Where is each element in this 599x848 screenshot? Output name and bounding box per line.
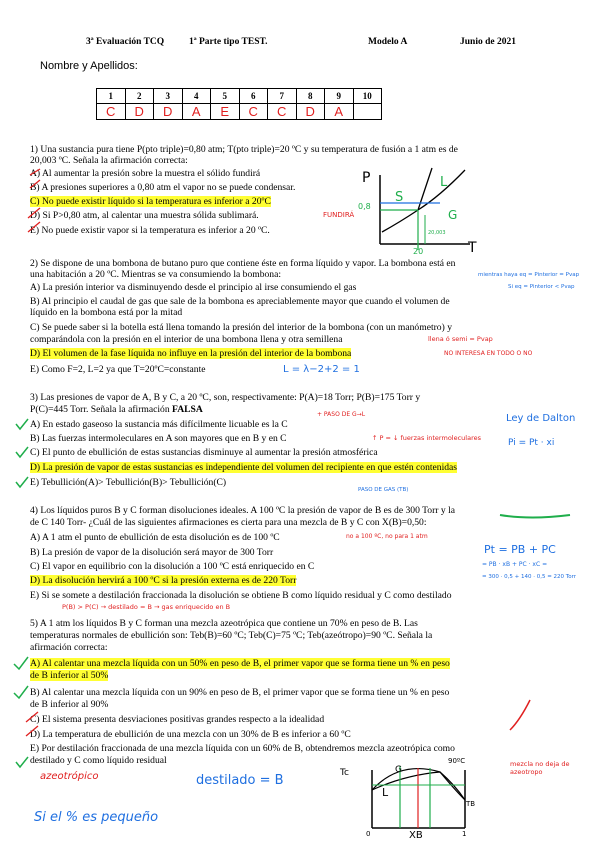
q2-option-c-cont: comparándola con la presión en el interior de una bombona llena y otra semillena [30,334,343,345]
q2-note-e: L = λ−2+2 = 1 [283,364,360,375]
q1-graph-g-label: G [448,208,458,222]
q1-graph-t-label: T [468,240,477,256]
q1-option-c: C) No puede existir líquido si la temperatura es inferior a 20ºC [30,196,271,207]
model-label: Modelo A [368,37,408,47]
q5-option-c: C) El sistema presenta desviaciones positivas grandes respecto a la idealidad [30,714,325,725]
q2-option-a: A) La presión interior va disminuyendo desde el principio al irse consumiendo el gas [30,282,357,293]
answer-letter-1: C [97,104,126,120]
q5-note-azeotropic: azeotrópico [40,771,99,782]
answer-number-10: 10 [353,89,382,104]
q2-note-c: llena ó semi = Pvap [428,335,493,343]
q5-note-mix: mezcla no deja de azeotropo [510,760,570,776]
q4-option-e: E) Si se somete a destilación fraccionada la disolución se obtiene B como líquido residual y C como destilado [30,590,452,601]
q1-graph-l-label: L [440,175,448,190]
answer-letter-4: A [182,104,211,120]
q1-option-d: D) Si P>0,80 atm, al calentar una muestra sólida sublimará. [30,210,259,221]
answer-number-8: 8 [296,89,325,104]
name-label: Nombre y Apellidos: [40,60,138,72]
q5-note-destilled: destilado = B [196,773,284,788]
answer-number-4: 4 [182,89,211,104]
answer-letter-6: C [239,104,268,120]
q5-graph-l-label: L [382,786,389,799]
q1-stem-cont: 20,003 ºC. Señala la afirmación correcta: [30,155,188,166]
q3-stem: 3) Las presiones de vapor de A, B y C, a 20 ºC, son, respectivamente: P(A)=18 Torr; P(B)=175 Torr y [30,392,421,403]
q4-note-a: no a 100 ºC, no para 1 atm [346,533,428,540]
answer-number-3: 3 [154,89,183,104]
q1-note-d: FUNDIRÁ [323,211,355,219]
q3-note-a: + PASO DE G→L [317,411,366,418]
part-title: 1ª Parte tipo TEST. [189,37,268,47]
q2-option-e: E) Como F=2, L=2 ya que T=20ºC=constante [30,364,206,375]
q2-stem-cont: una habitación a 20 ºC. Mientras se va consumiendo la bombona: [30,269,282,280]
q4-stem-cont: de C 140 Torr- ¿Cuál de las siguientes afirmaciones es cierta para una mezcla de B y C con X(B)=0,50: [30,517,427,528]
q5-graph-ylabel: Tc [340,768,349,778]
answer-letter-9: A [325,104,354,120]
q5-stem-cont2: afirmación correcta: [30,642,108,653]
q5-graph-tb-label: TB [466,800,476,808]
q4-note-pt: Pt = PB + PC [484,543,556,556]
q1-option-a: A) Al aumentar la presión sobre la muestra el sólido fundirá [30,168,261,179]
q4-note-calc1: = PB · xB + PC · xC = [482,561,548,568]
q5-note-small: Si el % es pequeño [34,810,159,825]
q5-graph-top-label: 90ºC [448,757,466,765]
q1-graph-p-label: P [362,170,371,186]
q5-graph-zero: 0 [366,830,371,838]
q5-option-e-cont: destilado y C como líquido residual [30,755,167,766]
q5-stem: 5) A 1 atm los líquidos B y C forman una mezcla azeotrópica que contiene un 70% en peso de B. Las [30,618,418,629]
answer-letter-2: D [125,104,154,120]
q3-stem-cont: P(C)=445 Torr. Señala la afirmación FALSA [30,404,203,415]
q2-option-d: D) El volumen de la fase líquida no influye en la presión del interior de la bombona [30,348,352,359]
q4-option-a: A) A 1 atm el punto de ebullición de esta disolución es de 100 ºC [30,532,280,543]
answer-number-7: 7 [268,89,297,104]
q1-graph-s-label: S [395,190,404,205]
q1-option-e: E) No puede existir vapor si la temperatura es inferior a 20 ºC. [30,225,270,236]
q5-stem-cont: temperaturas normales de ebullición son: Teb(B)=60 ºC; Teb(C)=75 ºC; Teb(azeótropo)=90 ºC. Señala la [30,630,433,641]
q5-option-a-cont: de B inferior al 50% [30,670,109,681]
q4-stem: 4) Los líquidos puros B y C forman disoluciones ideales. A 100 ºC la presión de vapor de B es de 300 Torr y la [30,505,455,516]
q3-option-c: C) El punto de ebullición de estas sustancias disminuye al aumentar la presión atmosférica [30,447,378,458]
q3-note-law: Ley de Dalton [506,413,576,424]
q5-graph-g-label: G [395,765,402,775]
q1-graph-mark: 20,003 [428,230,446,236]
q3-note-law2: Pi = Pt · xi [508,438,555,448]
answer-number-1: 1 [97,89,126,104]
answer-letter-5: E [211,104,240,120]
q2-note-a1: mientras haya eq = Pinterior = Pvap [478,272,580,278]
q1-option-b: B) A presiones superiores a 0,80 atm el vapor no se puede condensar. [30,182,296,193]
answer-letter-8: D [296,104,325,120]
q5-graph-xlabel: XB [409,830,423,841]
q2-option-b-cont: líquido en la bombona está por la mitad [30,307,183,318]
answer-letter-7: C [268,104,297,120]
q3-option-b: B) Las fuerzas intermoleculares en A son mayores que en B y en C [30,433,287,444]
q3-option-d: D) La presión de vapor de estas sustancias es independiente del volumen del recipiente en que estén contenidas [30,462,458,473]
answer-number-9: 9 [325,89,354,104]
exam-date: Junio de 2021 [460,37,516,47]
q5-option-b: B) Al calentar una mezcla líquida con un 90% en peso de B, el primer vapor que se forma tiene un % en peso [30,687,450,698]
q5-option-e: E) Por destilación fraccionada de una mezcla líquida con un 60% de B, obtendremos mezcla azeotrópica como [30,743,455,754]
q5-option-b-cont: de B inferior al 90% [30,699,109,710]
q4-option-d: D) La disolución hervirá a 100 ºC si la presión externa es de 220 Torr [30,575,297,586]
q3-option-a: A) En estado gaseoso la sustancia más difícilmente licuable es la C [30,419,288,430]
q2-option-c: C) Se puede saber si la botella está llena tomando la presión del interior de la bombona (con un manómetro) y [30,322,452,333]
evaluation-title: 3ª Evaluación TCQ [86,37,165,47]
q1-graph-t-tick: 20 [413,247,424,256]
q2-note-d: NO INTERESA EN TODO O NO [444,350,533,357]
q5-option-a: A) Al calentar una mezcla líquida con un 50% en peso de B, el primer vapor que se forma tiene un % en peso [30,658,450,669]
answer-number-5: 5 [211,89,240,104]
q4-option-b: B) La presión de vapor de la disolución será mayor de 300 Torr [30,547,274,558]
answer-number-2: 2 [125,89,154,104]
q2-stem: 2) Se dispone de una bombona de butano puro que contiene éste en forma líquido y vapor. La bombona está en [30,258,456,269]
q5-graph-one: 1 [462,830,467,838]
q2-option-b: B) Al principio el caudal de gas que sale de la bombona es apreciablemente mayor que cuando el volumen de [30,296,450,307]
q4-option-c: C) El vapor en equilibrio con la disolución a 100 ºC está enriquecido en C [30,561,315,572]
answer-number-6: 6 [239,89,268,104]
q3-note-e: PASO DE GAS (TB) [358,487,409,493]
q3-option-e: E) Tebullición(A)> Tebullición(B)> Tebullición(C) [30,477,227,488]
q4-note-e: P(B) > P(C) → destilado = B → gas enriquecido en B [62,603,231,611]
answer-letter-3: D [154,104,183,120]
q4-note-calc2: = 300 · 0,5 + 140 · 0,5 = 220 Torr [482,574,577,580]
q2-note-a2: Si eq = Pinterior < Pvap [508,284,575,290]
q5-option-d: D) La temperatura de ebullición de una mezcla con un 30% de B es inferior a 60 ºC [30,729,351,740]
q1-graph-p-tick: 0,8 [358,202,371,211]
q3-note-b: ↑ P = ↓ fuerzas intermoleculares [372,434,481,442]
q1-stem: 1) Una sustancia pura tiene P(pto triple)=0,80 atm; T(pto triple)=20 ºC y su temperatura de fusión a 1 atm es de [30,144,458,155]
